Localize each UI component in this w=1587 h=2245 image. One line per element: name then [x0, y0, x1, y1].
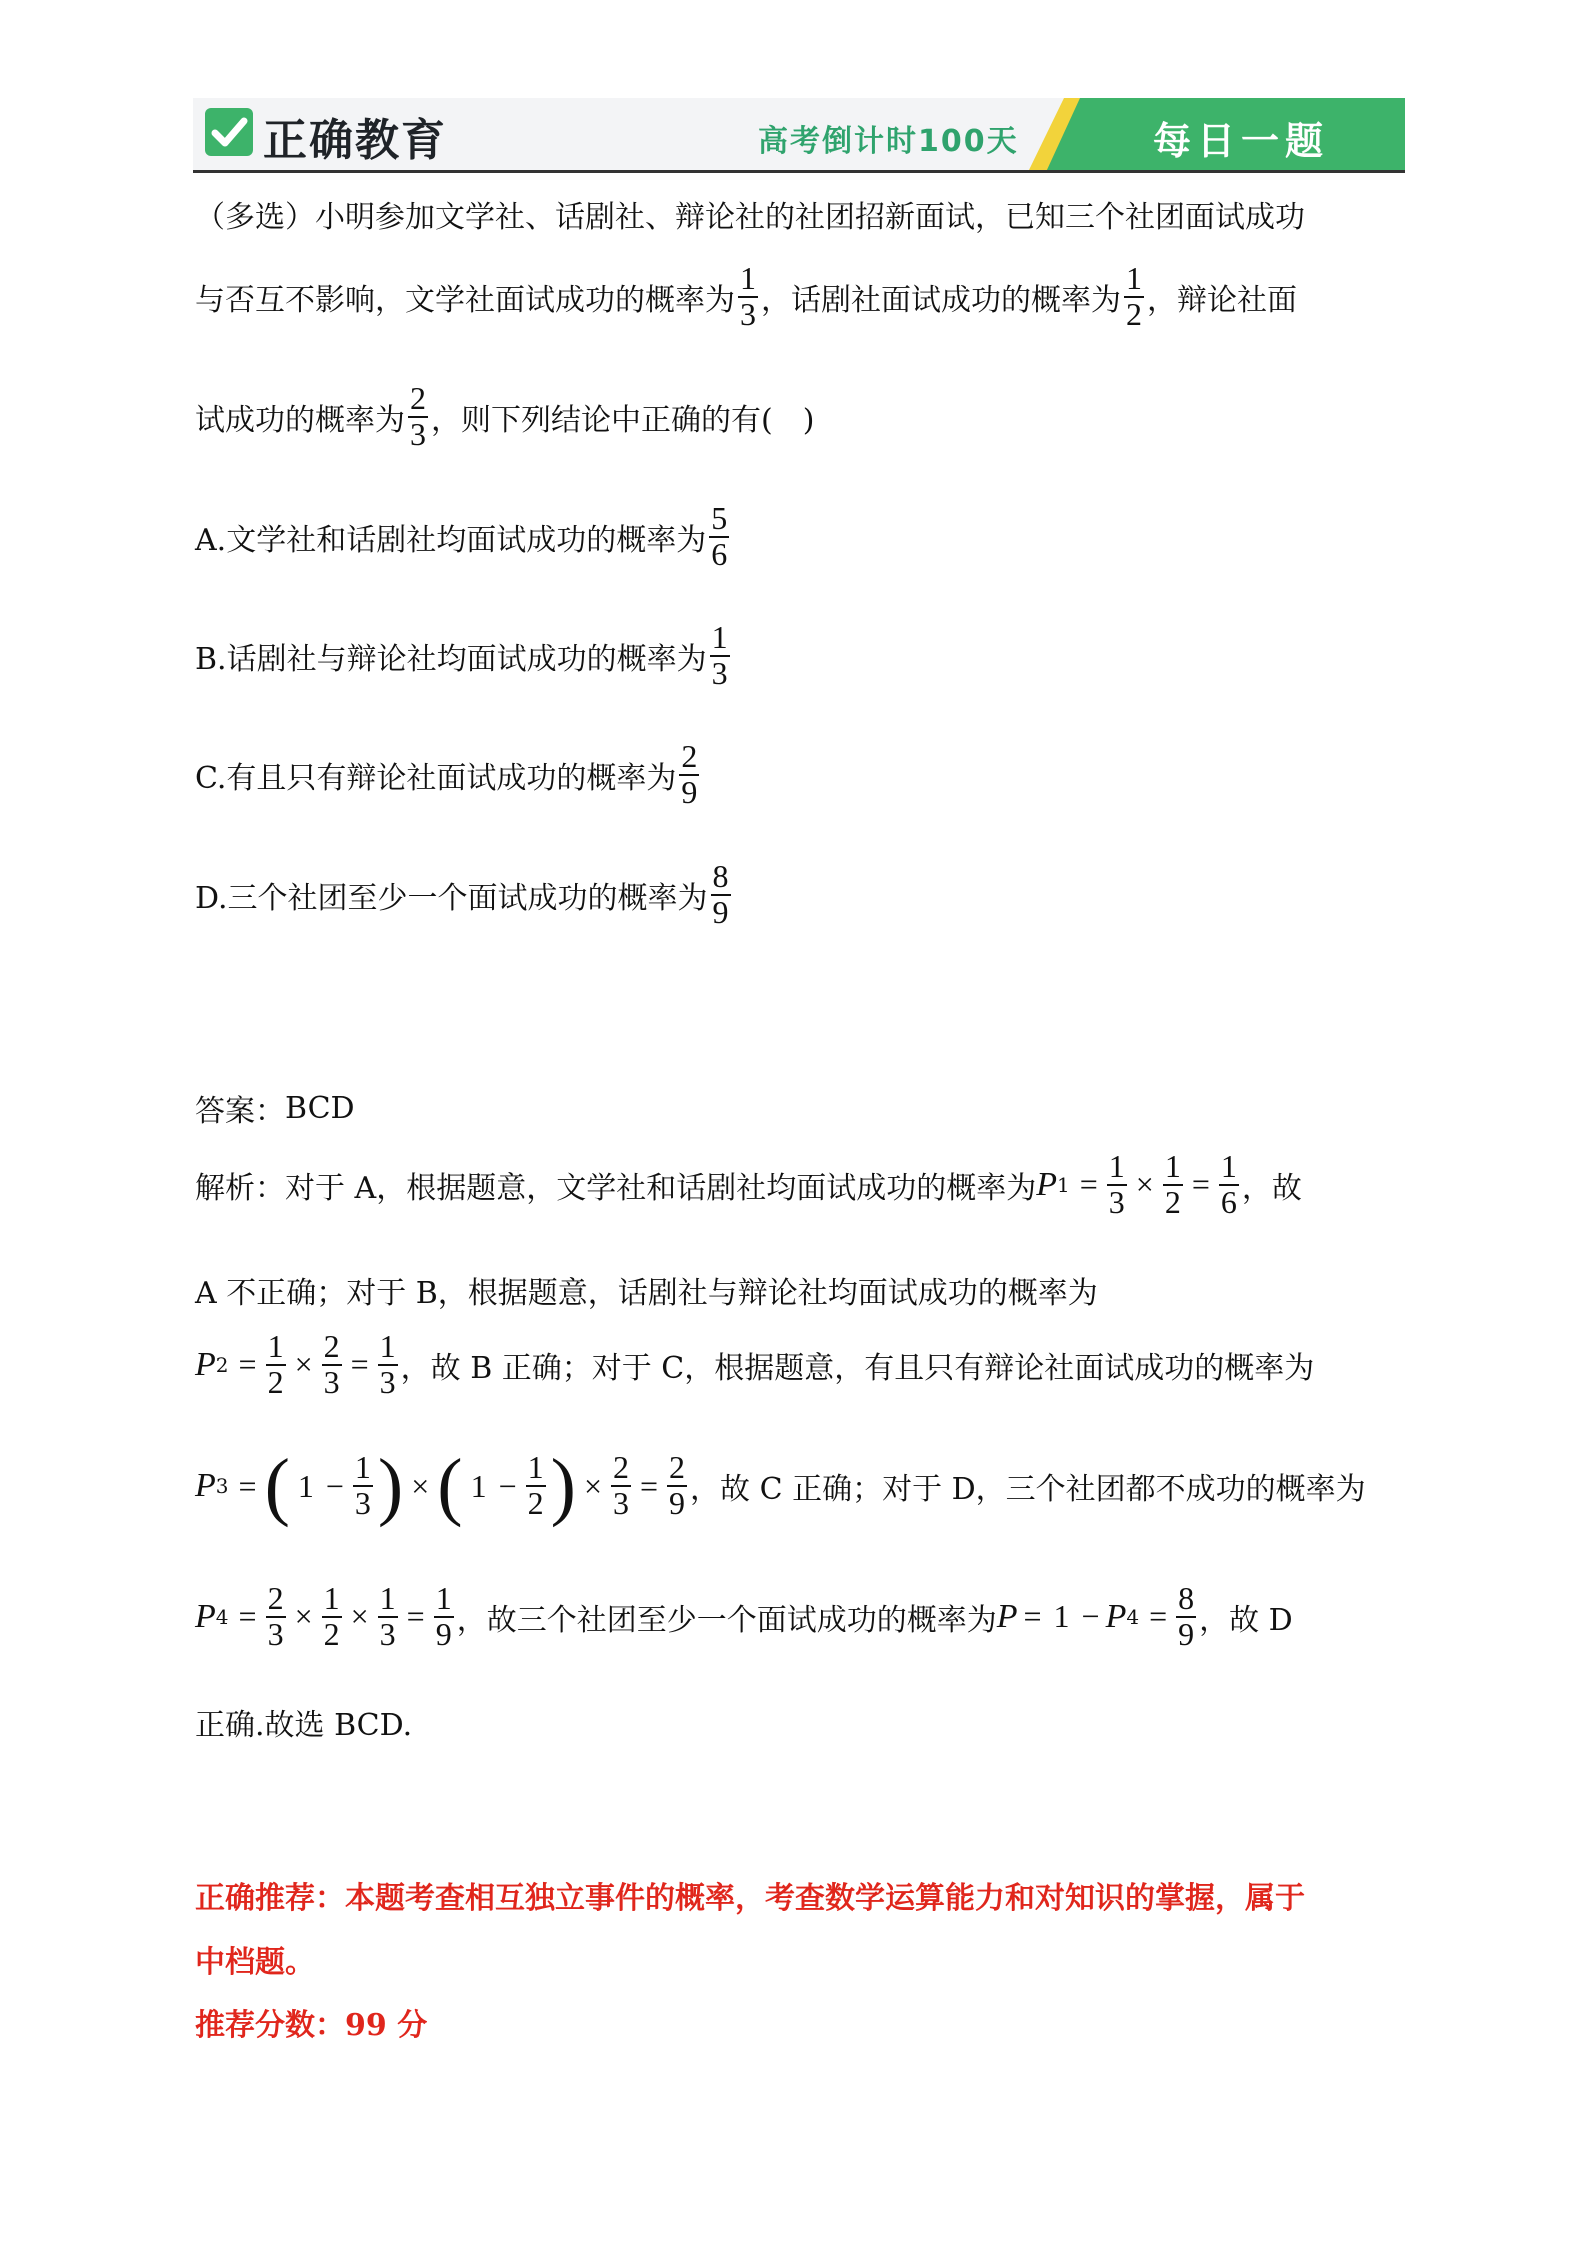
math-symbol: P	[195, 1467, 216, 1504]
math-operator: =	[238, 1598, 257, 1635]
math-symbol: P	[1036, 1165, 1057, 1203]
math-operator: ×	[411, 1467, 430, 1504]
math-operator: =	[1149, 1598, 1168, 1635]
fraction: $\frac{2}{9}$	[681, 738, 698, 810]
option-a	[195, 502, 732, 571]
analysis-text: 解析：对于 A，根据题意，文学社和话剧社均面试成功的概率为	[195, 1170, 1037, 1206]
math-paren: )	[377, 1444, 404, 1528]
analysis-text: ，故	[1241, 1170, 1302, 1206]
fraction: $\frac{1}{3}$	[354, 1449, 371, 1521]
math-paren: (	[437, 1444, 463, 1528]
analysis-line-1	[195, 1150, 1302, 1219]
fraction: $\frac{8}{9}$	[712, 858, 729, 930]
math-symbol: P	[996, 1597, 1018, 1635]
fraction: $\frac{1}{3}$	[379, 1580, 396, 1652]
countdown-text: 高考倒计时100天	[758, 124, 1019, 159]
header-banner	[193, 98, 1405, 172]
brand-name: 正确教育	[263, 115, 447, 166]
analysis-line-2	[195, 1268, 1098, 1312]
daily-label: 每日一题	[1153, 119, 1330, 163]
answer-label: 答案：	[195, 1094, 285, 1129]
analysis-text: 正确.故选 BCD.	[195, 1708, 413, 1743]
fraction: $\frac{5}{6}$	[711, 500, 728, 572]
analysis-line-5	[195, 1582, 1293, 1651]
fraction: $\frac{1}{2}$	[527, 1449, 544, 1521]
answer-value: BCD	[285, 1090, 355, 1126]
option-c	[195, 740, 702, 809]
math-operator: −	[325, 1467, 344, 1504]
math-symbol: P	[195, 1345, 216, 1383]
math-operator: =	[1191, 1166, 1210, 1203]
question-line-1	[195, 192, 1305, 236]
math-number: 1	[297, 1467, 314, 1504]
answer-line	[195, 1086, 355, 1130]
fraction: $\frac{1}{2}$	[267, 1328, 284, 1400]
math-operator: =	[350, 1346, 369, 1383]
math-operator: =	[238, 1467, 257, 1504]
analysis-text: ，故 B 正确；对于 C，根据题意，有且只有辩论社面试成功的概率为	[400, 1350, 1315, 1386]
math-paren: )	[550, 1444, 576, 1528]
fraction: $\frac{1}{2}$	[323, 1580, 340, 1652]
option-text: D.三个社团至少一个面试成功的概率为	[195, 880, 708, 916]
recommendation-text: 正确推荐：本题考查相互独立事件的概率，考查数学运算能力和对知识的掌握，属于	[195, 1881, 1305, 1916]
math-number: 1	[1053, 1598, 1070, 1635]
fraction: $\frac{2}{3}$	[323, 1328, 340, 1400]
analysis-line-4	[195, 1444, 1366, 1528]
fraction: $\frac{1}{9}$	[435, 1580, 452, 1652]
math-subscript: 3	[215, 1474, 229, 1498]
math-operator: =	[640, 1467, 659, 1504]
analysis-text: ，故三个社团至少一个面试成功的概率为	[456, 1602, 997, 1638]
math-operator: =	[1079, 1166, 1098, 1203]
score-text: 推荐分数：99 分	[195, 2008, 428, 2043]
question-text: 与否互不影响，文学社面试成功的概率为	[195, 282, 735, 318]
math-operator: =	[406, 1598, 425, 1635]
option-d	[195, 860, 734, 929]
math-operator: −	[1081, 1598, 1100, 1635]
analysis-text: A 不正确；对于 B，根据题意，话剧社与辩论社均面试成功的概率为	[195, 1276, 1098, 1311]
question-line-2	[195, 262, 1297, 331]
math-operator: =	[1023, 1598, 1042, 1635]
fraction: $\frac{2}{3}$	[267, 1580, 284, 1652]
math-paren: (	[264, 1444, 290, 1528]
question-text: ，则下列结论中正确的有( )	[431, 402, 815, 438]
question-text: 试成功的概率为	[195, 402, 405, 438]
check-icon	[205, 108, 253, 156]
math-subscript: 4	[1126, 1604, 1140, 1629]
question-text: ，辩论社面	[1147, 282, 1297, 318]
math-operator: −	[498, 1467, 517, 1504]
fraction: $\frac{1}{3}$	[1108, 1148, 1125, 1220]
fraction: $\frac{1}{3}$	[711, 619, 728, 691]
math-operator: ×	[583, 1467, 602, 1504]
analysis-text: ，故 C 正确；对于 D，三个社团都不成功的概率为	[690, 1472, 1366, 1507]
math-number: 1	[470, 1467, 487, 1504]
math-operator: ×	[294, 1346, 313, 1383]
recommendation-line-2	[195, 1937, 315, 1981]
recommendation-line-1	[195, 1873, 1305, 1917]
option-text: C.有且只有辩论社面试成功的概率为	[195, 760, 677, 796]
recommendation-text: 中档题。	[195, 1945, 315, 1980]
question-line-3	[195, 382, 814, 451]
option-b	[195, 621, 733, 690]
analysis-text: ，故 D	[1199, 1602, 1293, 1638]
fraction: $\frac{2}{9}$	[669, 1449, 686, 1521]
fraction: $\frac{1}{2}$	[1126, 260, 1142, 332]
fraction: $\frac{1}{2}$	[1164, 1148, 1181, 1220]
question-text: ，话剧社面试成功的概率为	[761, 282, 1121, 318]
fraction: $\frac{1}{6}$	[1220, 1148, 1237, 1220]
math-subscript: 4	[215, 1604, 229, 1629]
math-operator: ×	[350, 1598, 369, 1635]
math-operator: =	[238, 1346, 257, 1383]
math-operator: ×	[294, 1598, 313, 1635]
question-text: （多选）小明参加文学社、话剧社、辩论社的社团招新面试，已知三个社团面试成功	[195, 200, 1305, 235]
fraction: $\frac{2}{3}$	[613, 1449, 629, 1521]
math-operator: ×	[1135, 1166, 1154, 1203]
math-symbol: P	[1105, 1597, 1127, 1635]
fraction: $\frac{8}{9}$	[1178, 1580, 1195, 1652]
fraction: $\frac{2}{3}$	[410, 380, 426, 452]
analysis-line-3	[195, 1330, 1314, 1399]
math-subscript: 1	[1056, 1172, 1070, 1197]
analysis-line-6	[195, 1700, 412, 1744]
option-text: A.文学社和话剧社均面试成功的概率为	[195, 522, 707, 558]
option-text: B.话剧社与辩论社均面试成功的概率为	[195, 641, 707, 677]
math-symbol: P	[195, 1597, 216, 1635]
fraction: $\frac{1}{3}$	[379, 1328, 396, 1400]
math-subscript: 2	[215, 1352, 229, 1377]
header-divider	[193, 170, 1405, 173]
recommendation-score	[195, 2000, 427, 2044]
fraction: $\frac{1}{3}$	[740, 260, 756, 332]
